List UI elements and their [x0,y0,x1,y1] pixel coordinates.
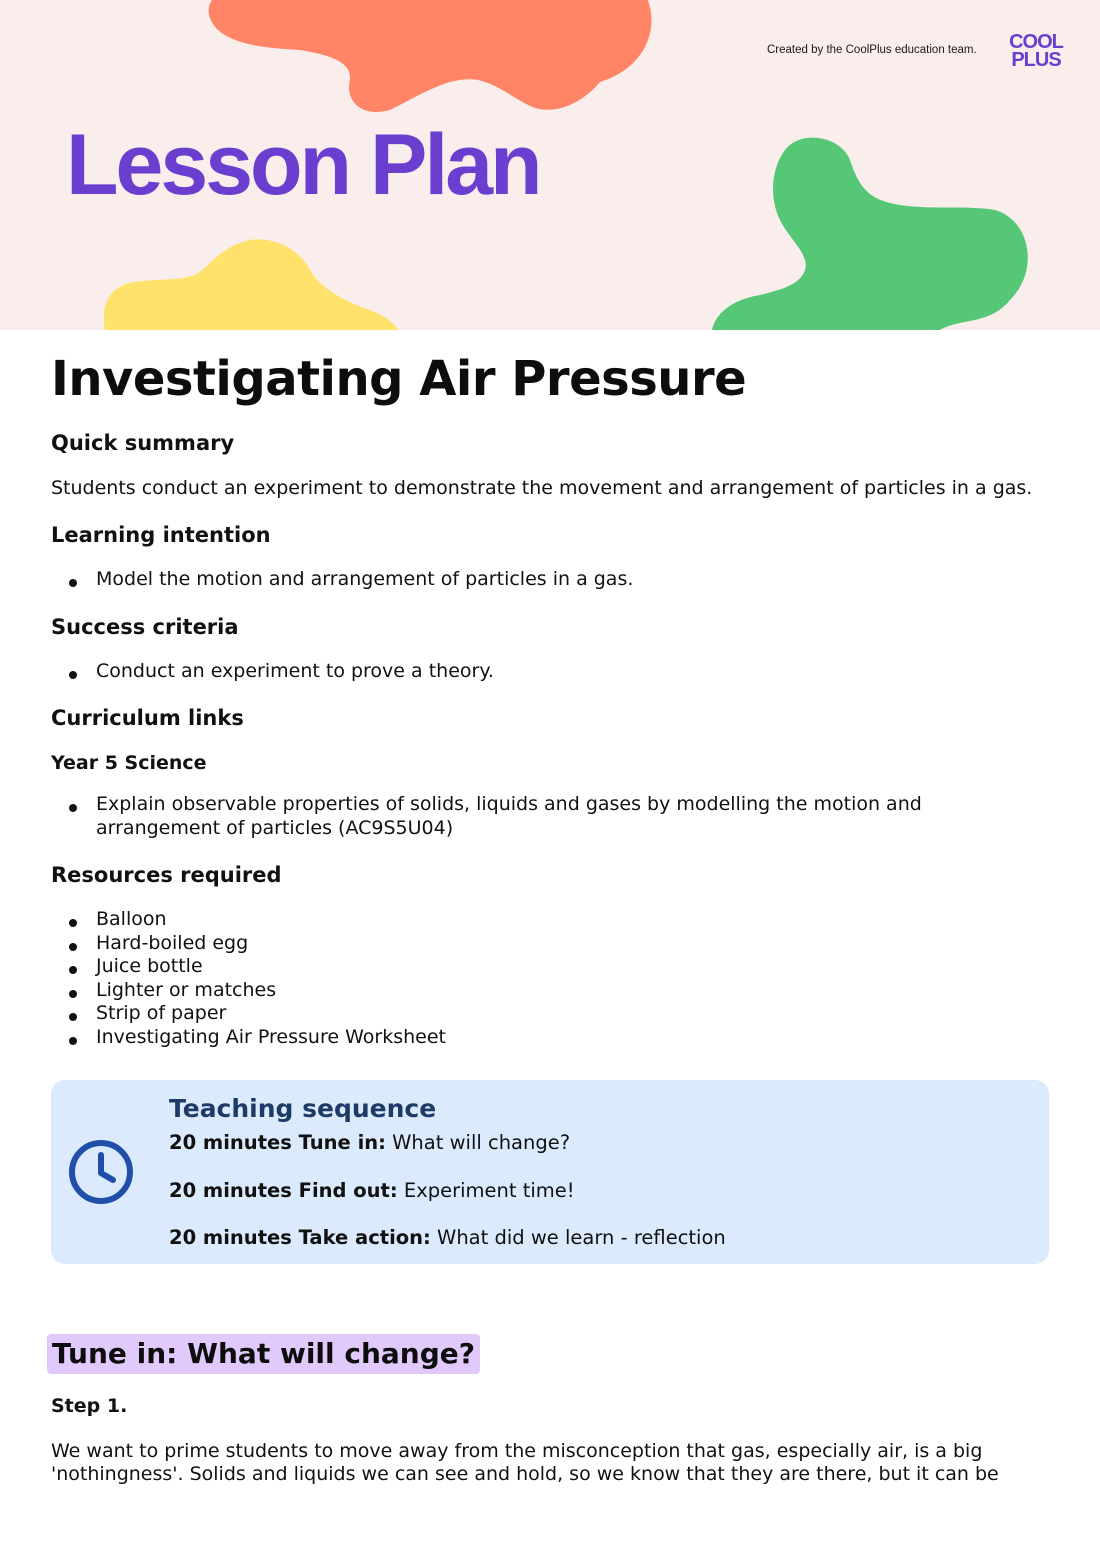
list-item [51,932,1051,956]
bullet-icon [69,943,77,951]
list-item [51,955,1051,979]
list-item [51,979,1051,1003]
green-blob [712,138,1028,330]
curriculum-links-list [51,793,1051,840]
curriculum-subheading: Year 5 Science [51,752,207,774]
sequence-row-text: What did we learn - reflection [437,1226,726,1249]
resources-heading: Resources required [51,863,282,887]
list-item [51,793,1051,840]
list-item-text: Strip of paper [96,1002,227,1024]
bullet-icon [69,966,77,974]
credit-text: Created by the CoolPlus education team. [767,44,977,56]
list-item [51,1002,1051,1026]
sequence-row-text: What will change? [392,1131,571,1154]
list-item [51,660,1051,684]
header-banner [0,0,1100,330]
list-item-text: Model the motion and arrangement of particles in a gas. [96,568,634,590]
list-item [51,568,1051,592]
list-item-text: Investigating Air Pressure Worksheet [96,1025,446,1048]
sequence-row [169,1179,575,1202]
success-criteria-list [51,660,1051,684]
teaching-sequence-box [51,1080,1049,1264]
coolplus-logo [1004,33,1068,69]
bullet-icon [69,990,77,998]
list-item-text: Juice bottle [96,955,203,977]
yellow-blob [104,239,398,330]
list-item-text: Explain observable properties of solids, liquids and gases by modelling the motion and arrangement of particles (AC9S5U04) [96,793,922,839]
bullet-icon [69,579,77,587]
bullet-icon [69,671,77,679]
teaching-sequence-title: Teaching sequence [169,1094,437,1123]
resources-list [51,908,1051,1049]
quick-summary-heading: Quick summary [51,431,235,455]
bullet-icon [69,1037,77,1045]
lesson-content [51,350,1051,1071]
curriculum-links-heading: Curriculum links [51,706,244,730]
lesson-title: Investigating Air Pressure [51,351,747,407]
tune-in-heading: Tune in: What will change? [47,1334,480,1374]
step-text: We want to prime students to move away from the misconception that gas, especially air, is a big 'nothingness'. Solids and liquids we can see and hold, so we know that they are there, but it can be [51,1440,999,1485]
bullet-icon [69,919,77,927]
orange-blob [209,0,652,112]
learning-intention-heading: Learning intention [51,523,271,547]
learning-intention-list [51,568,1051,592]
bullet-icon [69,1013,77,1021]
list-item-text: Conduct an experiment to prove a theory. [96,659,494,682]
sequence-row-text: Experiment time! [403,1179,575,1202]
sequence-row [169,1226,726,1249]
logo-line-2: PLUS [1011,49,1061,71]
list-item-text: Hard-boiled egg [96,931,249,954]
list-item-text: Lighter or matches [96,978,277,1001]
success-criteria-heading: Success criteria [51,614,239,639]
quick-summary-text: Students conduct an experiment to demonstrate the movement and arrangement of particles in a gas. [51,477,1033,499]
page-title: Lesson Plan [66,117,540,213]
list-item-text: Balloon [96,908,167,930]
step-label: Step 1. [51,1395,128,1417]
bullet-icon [69,804,77,812]
sequence-row [169,1131,570,1154]
sequence-row-label: 20 minutes Tune in: [169,1131,386,1154]
list-item [51,908,1051,932]
clock-icon [67,1138,135,1206]
sequence-row-label: 20 minutes Take action: [169,1226,431,1249]
sequence-row-label: 20 minutes Find out: [169,1179,398,1202]
logo-line-1: COOL [1009,31,1063,53]
list-item [51,1026,1051,1050]
